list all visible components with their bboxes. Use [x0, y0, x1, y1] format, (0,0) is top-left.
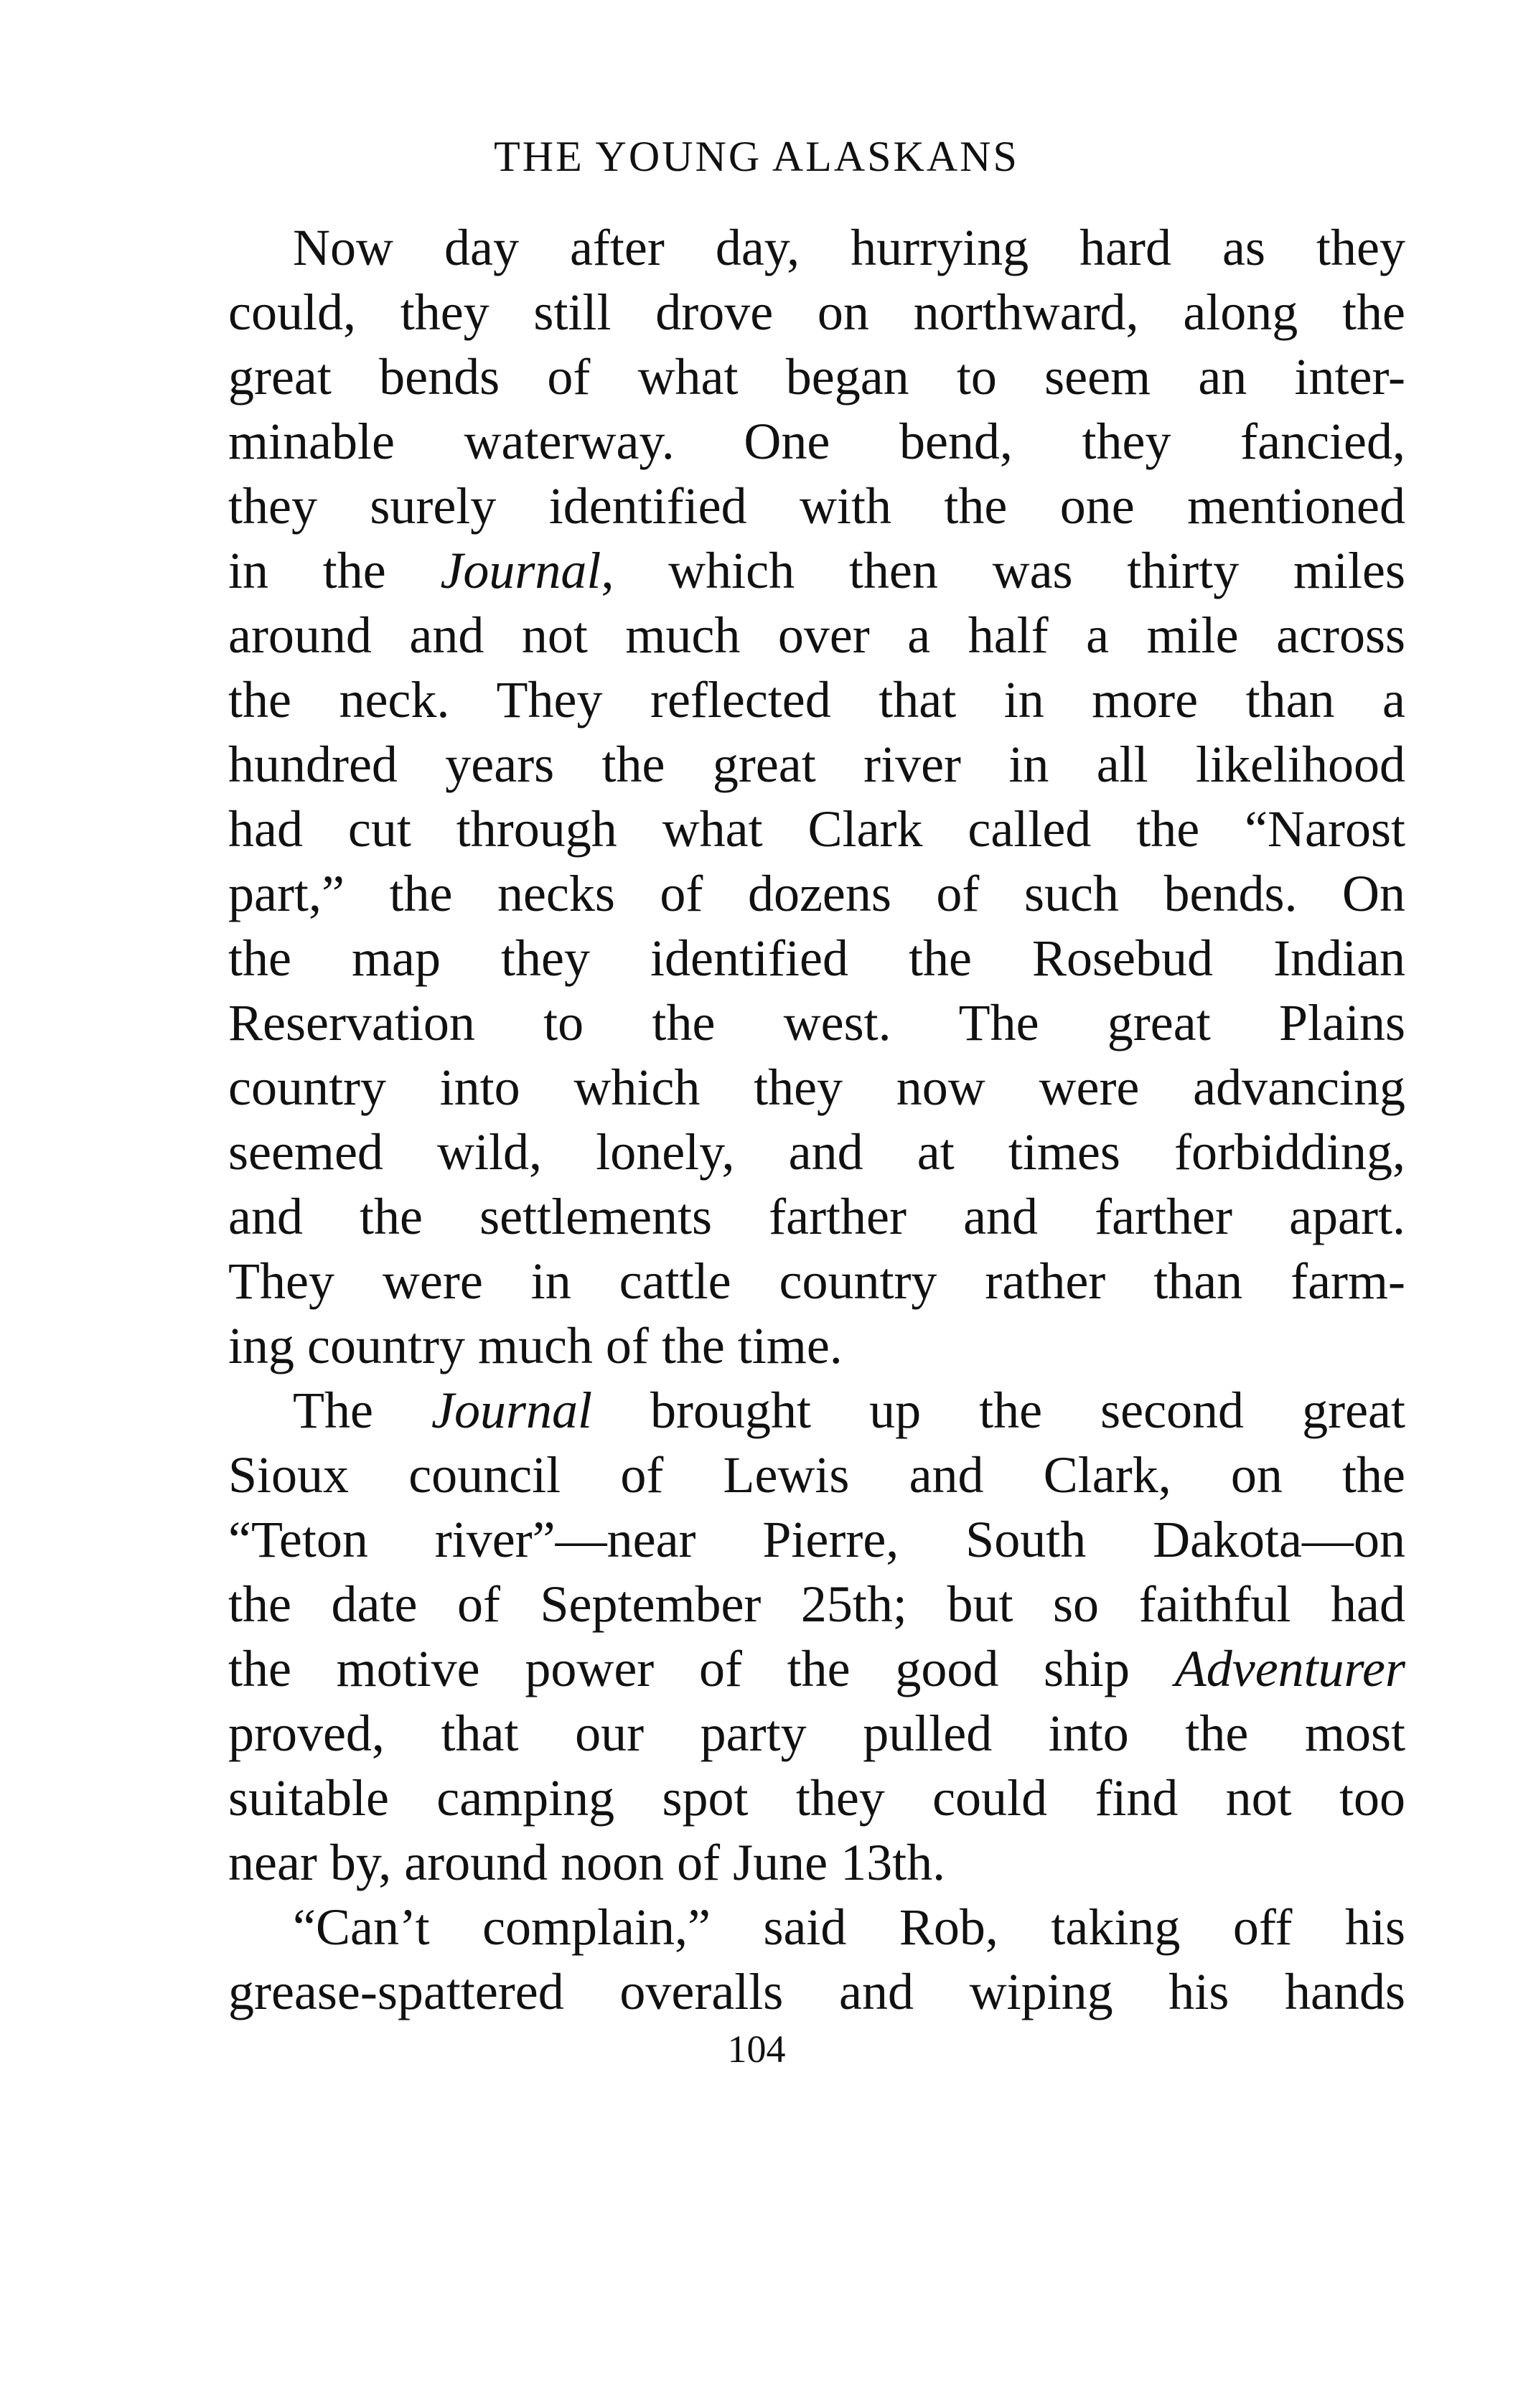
text-line: around and not much over a half a mile across — [228, 606, 1405, 664]
text-line: grease-spattered overalls and wiping his hands — [228, 1963, 1405, 2020]
text-line: ing country much of the time. — [228, 1317, 843, 1374]
text-line: suitable camping spot they could find not too — [228, 1769, 1405, 1827]
text-line: the motive power of the good ship Adventurer — [228, 1640, 1405, 1697]
running-head: THE YOUNG ALASKANS — [494, 133, 1019, 180]
text-line: they surely identified with the one mentioned — [228, 477, 1405, 535]
text-line: and the settlements farther and farther apart. — [228, 1188, 1405, 1245]
text-line: minable waterway. One bend, they fancied, — [228, 413, 1405, 470]
text-line: The Journal brought up the second great — [293, 1382, 1405, 1439]
text-line: hundred years the great river in all likelihood — [228, 736, 1405, 793]
text-line: Now day after day, hurrying hard as they — [293, 219, 1405, 276]
text-line: had cut through what Clark called the “Narost — [228, 800, 1405, 858]
text-line: in the Journal, which then was thirty miles — [228, 542, 1405, 599]
page-number: 104 — [727, 2028, 786, 2071]
text-line: proved, that our party pulled into the most — [228, 1705, 1405, 1762]
text-line: the neck. They reflected that in more than a — [228, 671, 1405, 729]
text-line: They were in cattle country rather than farm- — [228, 1252, 1405, 1310]
text-line: the map they identified the Rosebud Indian — [228, 929, 1405, 987]
text-line: Sioux council of Lewis and Clark, on the — [228, 1446, 1405, 1504]
text-line: seemed wild, lonely, and at times forbidding, — [228, 1123, 1405, 1181]
text-line: country into which they now were advancing — [228, 1059, 1405, 1116]
text-line: “Can’t complain,” said Rob, taking off his — [293, 1898, 1405, 1956]
text-line: could, they still drove on northward, along the — [228, 284, 1405, 341]
text-line: the date of September 25th; but so faithful had — [228, 1575, 1405, 1633]
text-line: part,” the necks of dozens of such bends. On — [228, 865, 1405, 922]
text-line: great bends of what began to seem an inter- — [228, 348, 1405, 406]
body-text — [228, 215, 1405, 2024]
text-line: “Teton river”—near Pierre, South Dakota—on — [228, 1511, 1405, 1568]
text-line: near by, around noon of June 13th. — [228, 1834, 946, 1891]
text-line: Reservation to the west. The great Plains — [228, 994, 1405, 1051]
